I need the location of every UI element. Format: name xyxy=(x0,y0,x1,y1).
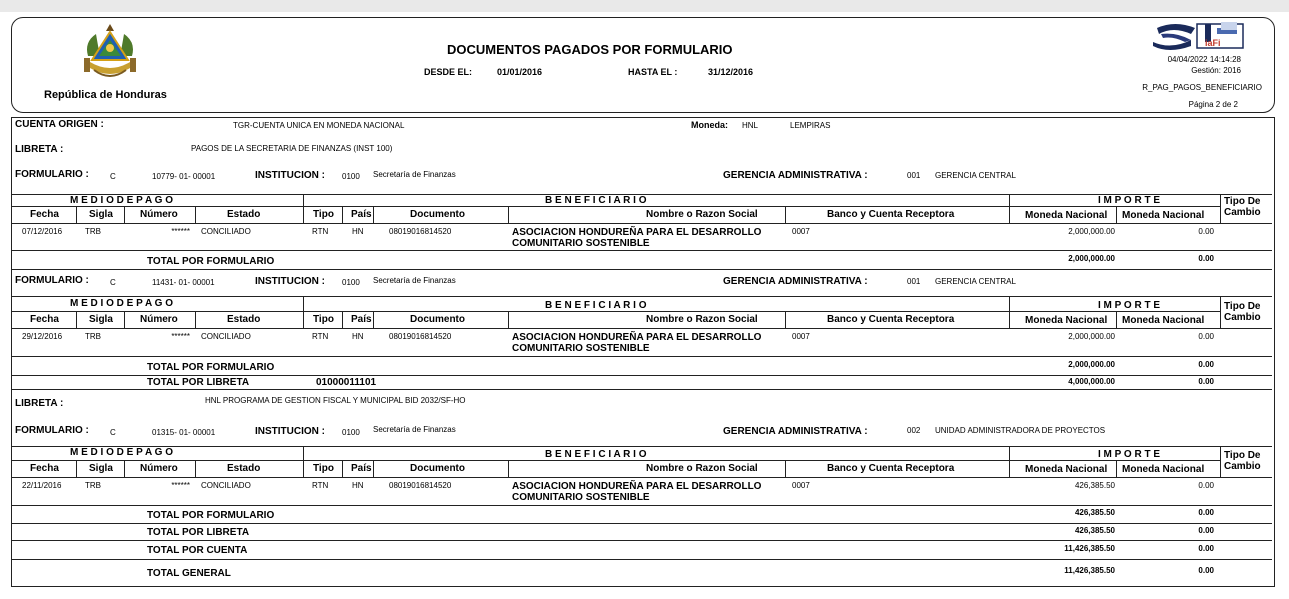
gerencia-name: UNIDAD ADMINISTRADORA DE PROYECTOS xyxy=(935,426,1106,435)
row-numero: ****** xyxy=(171,227,190,236)
row-mn1: 2,000,000.00 xyxy=(1068,227,1115,236)
report-header xyxy=(11,17,1275,113)
col-moneda-nacional-1: Moneda Nacional xyxy=(1025,315,1108,326)
total-cuenta-mn2: 0.00 xyxy=(1198,544,1214,553)
formulario-type: C xyxy=(110,428,116,437)
tipo-de-cambio-header: Tipo De Cambio xyxy=(1224,196,1261,218)
gerencia-label: GERENCIA ADMINISTRATIVA : xyxy=(723,276,868,287)
table-rule xyxy=(12,375,1272,376)
col-nombre: Nombre o Razon Social xyxy=(646,463,758,474)
row-nombre-2: COMUNITARIO SOSTENIBLE xyxy=(512,238,650,249)
formulario-number: 10779- 01- 00001 xyxy=(152,172,216,181)
table-rule xyxy=(12,559,1272,560)
row-documento: 08019016814520 xyxy=(389,481,452,490)
row-banco: 0007 xyxy=(792,332,810,341)
libreta-label: LIBRETA : xyxy=(15,144,64,155)
beneficiario-header: B E N E F I C I A R I O xyxy=(545,449,647,460)
row-fecha: 07/12/2016 xyxy=(22,227,63,236)
total-formulario-label: TOTAL POR FORMULARIO xyxy=(147,362,275,373)
table-rule xyxy=(124,206,125,223)
row-nombre-2: COMUNITARIO SOSTENIBLE xyxy=(512,343,650,354)
total-general-mn2: 0.00 xyxy=(1198,566,1214,575)
col-sigla: Sigla xyxy=(89,463,113,474)
table-rule xyxy=(508,460,509,477)
siafi-logo-icon xyxy=(1151,20,1247,50)
formulario-type: C xyxy=(110,278,116,287)
hasta-label: HASTA EL : xyxy=(628,67,678,77)
col-pais: País xyxy=(351,209,372,220)
institucion-code: 0100 xyxy=(342,428,360,437)
viewer-top-bar xyxy=(0,0,1289,12)
table-rule xyxy=(12,269,1272,270)
col-documento: Documento xyxy=(410,463,465,474)
col-numero: Número xyxy=(140,209,178,220)
row-estado: CONCILIADO xyxy=(201,481,251,490)
col-tipo: Tipo xyxy=(313,463,334,474)
institucion-name: Secretaría de Finanzas xyxy=(373,425,456,434)
coat-of-arms-icon xyxy=(78,22,142,84)
table-rule xyxy=(373,460,374,477)
table-rule xyxy=(1116,460,1117,477)
row-banco: 0007 xyxy=(792,481,810,490)
col-moneda-nacional-2: Moneda Nacional xyxy=(1122,315,1205,326)
beneficiario-header: B E N E F I C I A R I O xyxy=(545,300,647,311)
col-pais: País xyxy=(351,463,372,474)
col-tipo: Tipo xyxy=(313,314,334,325)
table-rule xyxy=(12,328,1272,329)
row-tipo: RTN xyxy=(312,481,329,490)
col-sigla: Sigla xyxy=(89,209,113,220)
total-general-label: TOTAL GENERAL xyxy=(147,568,231,579)
total-libreta-mn1: 426,385.50 xyxy=(1074,526,1115,535)
table-rule xyxy=(1220,194,1221,223)
col-moneda-nacional-2: Moneda Nacional xyxy=(1122,210,1205,221)
formulario-label: FORMULARIO : xyxy=(15,275,89,286)
total-formulario-mn2: 0.00 xyxy=(1198,360,1214,369)
row-fecha: 29/12/2016 xyxy=(22,332,63,341)
table-rule xyxy=(785,311,786,328)
table-rule xyxy=(1220,296,1221,328)
row-mn2: 0.00 xyxy=(1198,332,1214,341)
row-documento: 08019016814520 xyxy=(389,227,452,236)
table-rule xyxy=(12,206,1220,207)
table-rule xyxy=(124,311,125,328)
col-numero: Número xyxy=(140,314,178,325)
col-nombre: Nombre o Razon Social xyxy=(646,209,758,220)
row-nombre-1: ASOCIACION HONDUREÑA PARA EL DESARROLLO xyxy=(512,227,762,238)
cuenta-origen-label: CUENTA ORIGEN : xyxy=(15,119,104,130)
institucion-name: Secretaría de Finanzas xyxy=(373,276,456,285)
col-fecha: Fecha xyxy=(30,463,59,474)
row-mn2: 0.00 xyxy=(1198,481,1214,490)
importe-header: I M P O R T E xyxy=(1098,195,1161,206)
gerencia-code: 002 xyxy=(907,426,921,435)
report-title: DOCUMENTOS PAGADOS POR FORMULARIO xyxy=(447,42,733,57)
table-rule xyxy=(508,206,509,223)
total-libreta-mn2: 0.00 xyxy=(1198,526,1214,535)
table-rule xyxy=(342,311,343,328)
table-rule xyxy=(1116,206,1117,223)
medio-de-pago-header: M E D I O D E P A G O xyxy=(70,195,173,206)
desde-label: DESDE EL: xyxy=(424,67,473,77)
col-estado: Estado xyxy=(227,314,261,325)
institucion-label: INSTITUCION : xyxy=(255,426,325,437)
table-rule xyxy=(303,296,304,328)
report-code: R_PAG_PAGOS_BENEFICIARIO xyxy=(1142,83,1262,92)
table-rule xyxy=(76,206,77,223)
col-sigla: Sigla xyxy=(89,314,113,325)
page-number: Página 2 de 2 xyxy=(1188,100,1238,109)
moneda-label: Moneda: xyxy=(691,120,728,130)
row-pais: HN xyxy=(352,481,364,490)
table-rule xyxy=(12,389,1272,390)
table-rule xyxy=(195,311,196,328)
gerencia-label: GERENCIA ADMINISTRATIVA : xyxy=(723,426,868,437)
row-sigla: TRB xyxy=(85,332,101,341)
total-cuenta-label: TOTAL POR CUENTA xyxy=(147,545,248,556)
table-rule xyxy=(12,296,1272,297)
row-mn1: 2,000,000.00 xyxy=(1068,332,1115,341)
importe-header: I M P O R T E xyxy=(1098,449,1161,460)
formulario-label: FORMULARIO : xyxy=(15,169,89,180)
table-rule xyxy=(1220,446,1221,477)
table-rule xyxy=(76,311,77,328)
col-moneda-nacional-2: Moneda Nacional xyxy=(1122,464,1205,475)
table-rule xyxy=(342,460,343,477)
table-rule xyxy=(342,206,343,223)
total-libreta-label: TOTAL POR LIBRETA xyxy=(147,527,250,538)
col-moneda-nacional-1: Moneda Nacional xyxy=(1025,210,1108,221)
table-rule xyxy=(1116,311,1117,328)
row-tipo: RTN xyxy=(312,227,329,236)
gerencia-code: 001 xyxy=(907,277,921,286)
total-formulario-mn1: 426,385.50 xyxy=(1074,508,1115,517)
col-estado: Estado xyxy=(227,463,261,474)
logo-text: iaFi xyxy=(1205,38,1221,48)
row-banco: 0007 xyxy=(792,227,810,236)
total-formulario-mn2: 0.00 xyxy=(1198,508,1214,517)
row-estado: CONCILIADO xyxy=(201,227,251,236)
institucion-label: INSTITUCION : xyxy=(255,276,325,287)
cuenta-origen-value: TGR-CUENTA UNICA EN MONEDA NACIONAL xyxy=(233,121,405,130)
formulario-number: 11431- 01- 00001 xyxy=(152,278,215,287)
libreta-value: HNL PROGRAMA DE GESTION FISCAL Y MUNICIPAL BID 2032/SF-HO xyxy=(205,396,466,405)
row-pais: HN xyxy=(352,227,364,236)
total-formulario-mn2: 0.00 xyxy=(1198,254,1214,263)
total-libreta-mn1: 4,000,000.00 xyxy=(1068,377,1115,386)
institucion-code: 0100 xyxy=(342,278,360,287)
col-banco: Banco y Cuenta Receptora xyxy=(827,209,955,220)
total-libreta-number: 01000011101 xyxy=(316,377,377,388)
row-mn2: 0.00 xyxy=(1198,227,1214,236)
total-cuenta-mn1: 11,426,385.50 xyxy=(1064,544,1115,553)
beneficiario-header: B E N E F I C I A R I O xyxy=(545,195,647,206)
tipo-de-cambio-header: Tipo De Cambio xyxy=(1224,450,1261,472)
moneda-code: HNL xyxy=(742,121,759,130)
row-tipo: RTN xyxy=(312,332,329,341)
table-rule xyxy=(303,194,304,223)
report-gestion: Gestión: 2016 xyxy=(1191,66,1241,75)
table-rule xyxy=(12,356,1272,357)
total-formulario-mn1: 2,000,000.00 xyxy=(1068,360,1115,369)
table-rule xyxy=(373,311,374,328)
moneda-name: LEMPIRAS xyxy=(790,121,831,130)
table-rule xyxy=(195,206,196,223)
tipo-de-cambio-header: Tipo De Cambio xyxy=(1224,301,1261,323)
col-documento: Documento xyxy=(410,209,465,220)
row-numero: ****** xyxy=(171,332,190,341)
hasta-value: 31/12/2016 xyxy=(708,67,754,77)
institucion-label: INSTITUCION : xyxy=(255,170,325,181)
table-rule xyxy=(785,460,786,477)
row-numero: ****** xyxy=(171,481,190,490)
total-formulario-mn1: 2,000,000.00 xyxy=(1068,254,1115,263)
row-nombre-1: ASOCIACION HONDUREÑA PARA EL DESARROLLO xyxy=(512,481,762,492)
col-pais: País xyxy=(351,314,372,325)
table-rule xyxy=(373,206,374,223)
libreta-label: LIBRETA : xyxy=(15,398,64,409)
table-rule xyxy=(1009,296,1010,328)
col-fecha: Fecha xyxy=(30,209,59,220)
table-rule xyxy=(1009,446,1010,477)
table-rule xyxy=(303,446,304,477)
institucion-code: 0100 xyxy=(342,172,360,181)
row-pais: HN xyxy=(352,332,364,341)
table-rule xyxy=(785,206,786,223)
col-banco: Banco y Cuenta Receptora xyxy=(827,314,955,325)
total-general-mn1: 11,426,385.50 xyxy=(1064,566,1115,575)
formulario-number: 01315- 01- 00001 xyxy=(152,428,216,437)
row-nombre-2: COMUNITARIO SOSTENIBLE xyxy=(512,492,650,503)
row-sigla: TRB xyxy=(85,227,101,236)
col-tipo: Tipo xyxy=(313,209,334,220)
table-rule xyxy=(124,460,125,477)
table-rule xyxy=(1009,194,1010,223)
formulario-type: C xyxy=(110,172,116,181)
col-banco: Banco y Cuenta Receptora xyxy=(827,463,955,474)
gerencia-code: 001 xyxy=(907,171,921,180)
medio-de-pago-header: M E D I O D E P A G O xyxy=(70,298,173,309)
gerencia-label: GERENCIA ADMINISTRATIVA : xyxy=(723,170,868,181)
total-libreta-mn2: 0.00 xyxy=(1198,377,1214,386)
row-sigla: TRB xyxy=(85,481,101,490)
row-nombre-1: ASOCIACION HONDUREÑA PARA EL DESARROLLO xyxy=(512,332,762,343)
row-fecha: 22/11/2016 xyxy=(22,481,62,490)
country-name: República de Honduras xyxy=(44,89,167,101)
row-documento: 08019016814520 xyxy=(389,332,452,341)
table-rule xyxy=(76,460,77,477)
col-moneda-nacional-1: Moneda Nacional xyxy=(1025,464,1108,475)
table-rule xyxy=(12,540,1272,541)
gerencia-name: GERENCIA CENTRAL xyxy=(935,171,1016,180)
gerencia-name: GERENCIA CENTRAL xyxy=(935,277,1016,286)
table-rule xyxy=(12,477,1272,478)
institucion-name: Secretaría de Finanzas xyxy=(373,170,456,179)
importe-header: I M P O R T E xyxy=(1098,300,1161,311)
total-formulario-label: TOTAL POR FORMULARIO xyxy=(147,256,275,267)
table-rule xyxy=(12,446,1272,447)
table-rule xyxy=(12,523,1272,524)
report-datetime: 04/04/2022 14:14:28 xyxy=(1167,55,1241,64)
table-rule xyxy=(12,311,1220,312)
row-estado: CONCILIADO xyxy=(201,332,251,341)
libreta-value: PAGOS DE LA SECRETARIA DE FINANZAS (INST 100) xyxy=(191,144,393,153)
desde-value: 01/01/2016 xyxy=(497,67,543,77)
table-rule xyxy=(195,460,196,477)
table-rule xyxy=(508,311,509,328)
col-documento: Documento xyxy=(410,314,465,325)
col-fecha: Fecha xyxy=(30,314,59,325)
formulario-label: FORMULARIO : xyxy=(15,425,89,436)
table-rule xyxy=(12,223,1272,224)
table-rule xyxy=(12,505,1272,506)
col-nombre: Nombre o Razon Social xyxy=(646,314,758,325)
total-libreta-label: TOTAL POR LIBRETA xyxy=(147,377,250,388)
table-rule xyxy=(12,250,1272,251)
total-formulario-label: TOTAL POR FORMULARIO xyxy=(147,510,275,521)
table-rule xyxy=(12,460,1220,461)
col-numero: Número xyxy=(140,463,178,474)
medio-de-pago-header: M E D I O D E P A G O xyxy=(70,447,173,458)
row-mn1: 426,385.50 xyxy=(1074,481,1115,490)
col-estado: Estado xyxy=(227,209,261,220)
